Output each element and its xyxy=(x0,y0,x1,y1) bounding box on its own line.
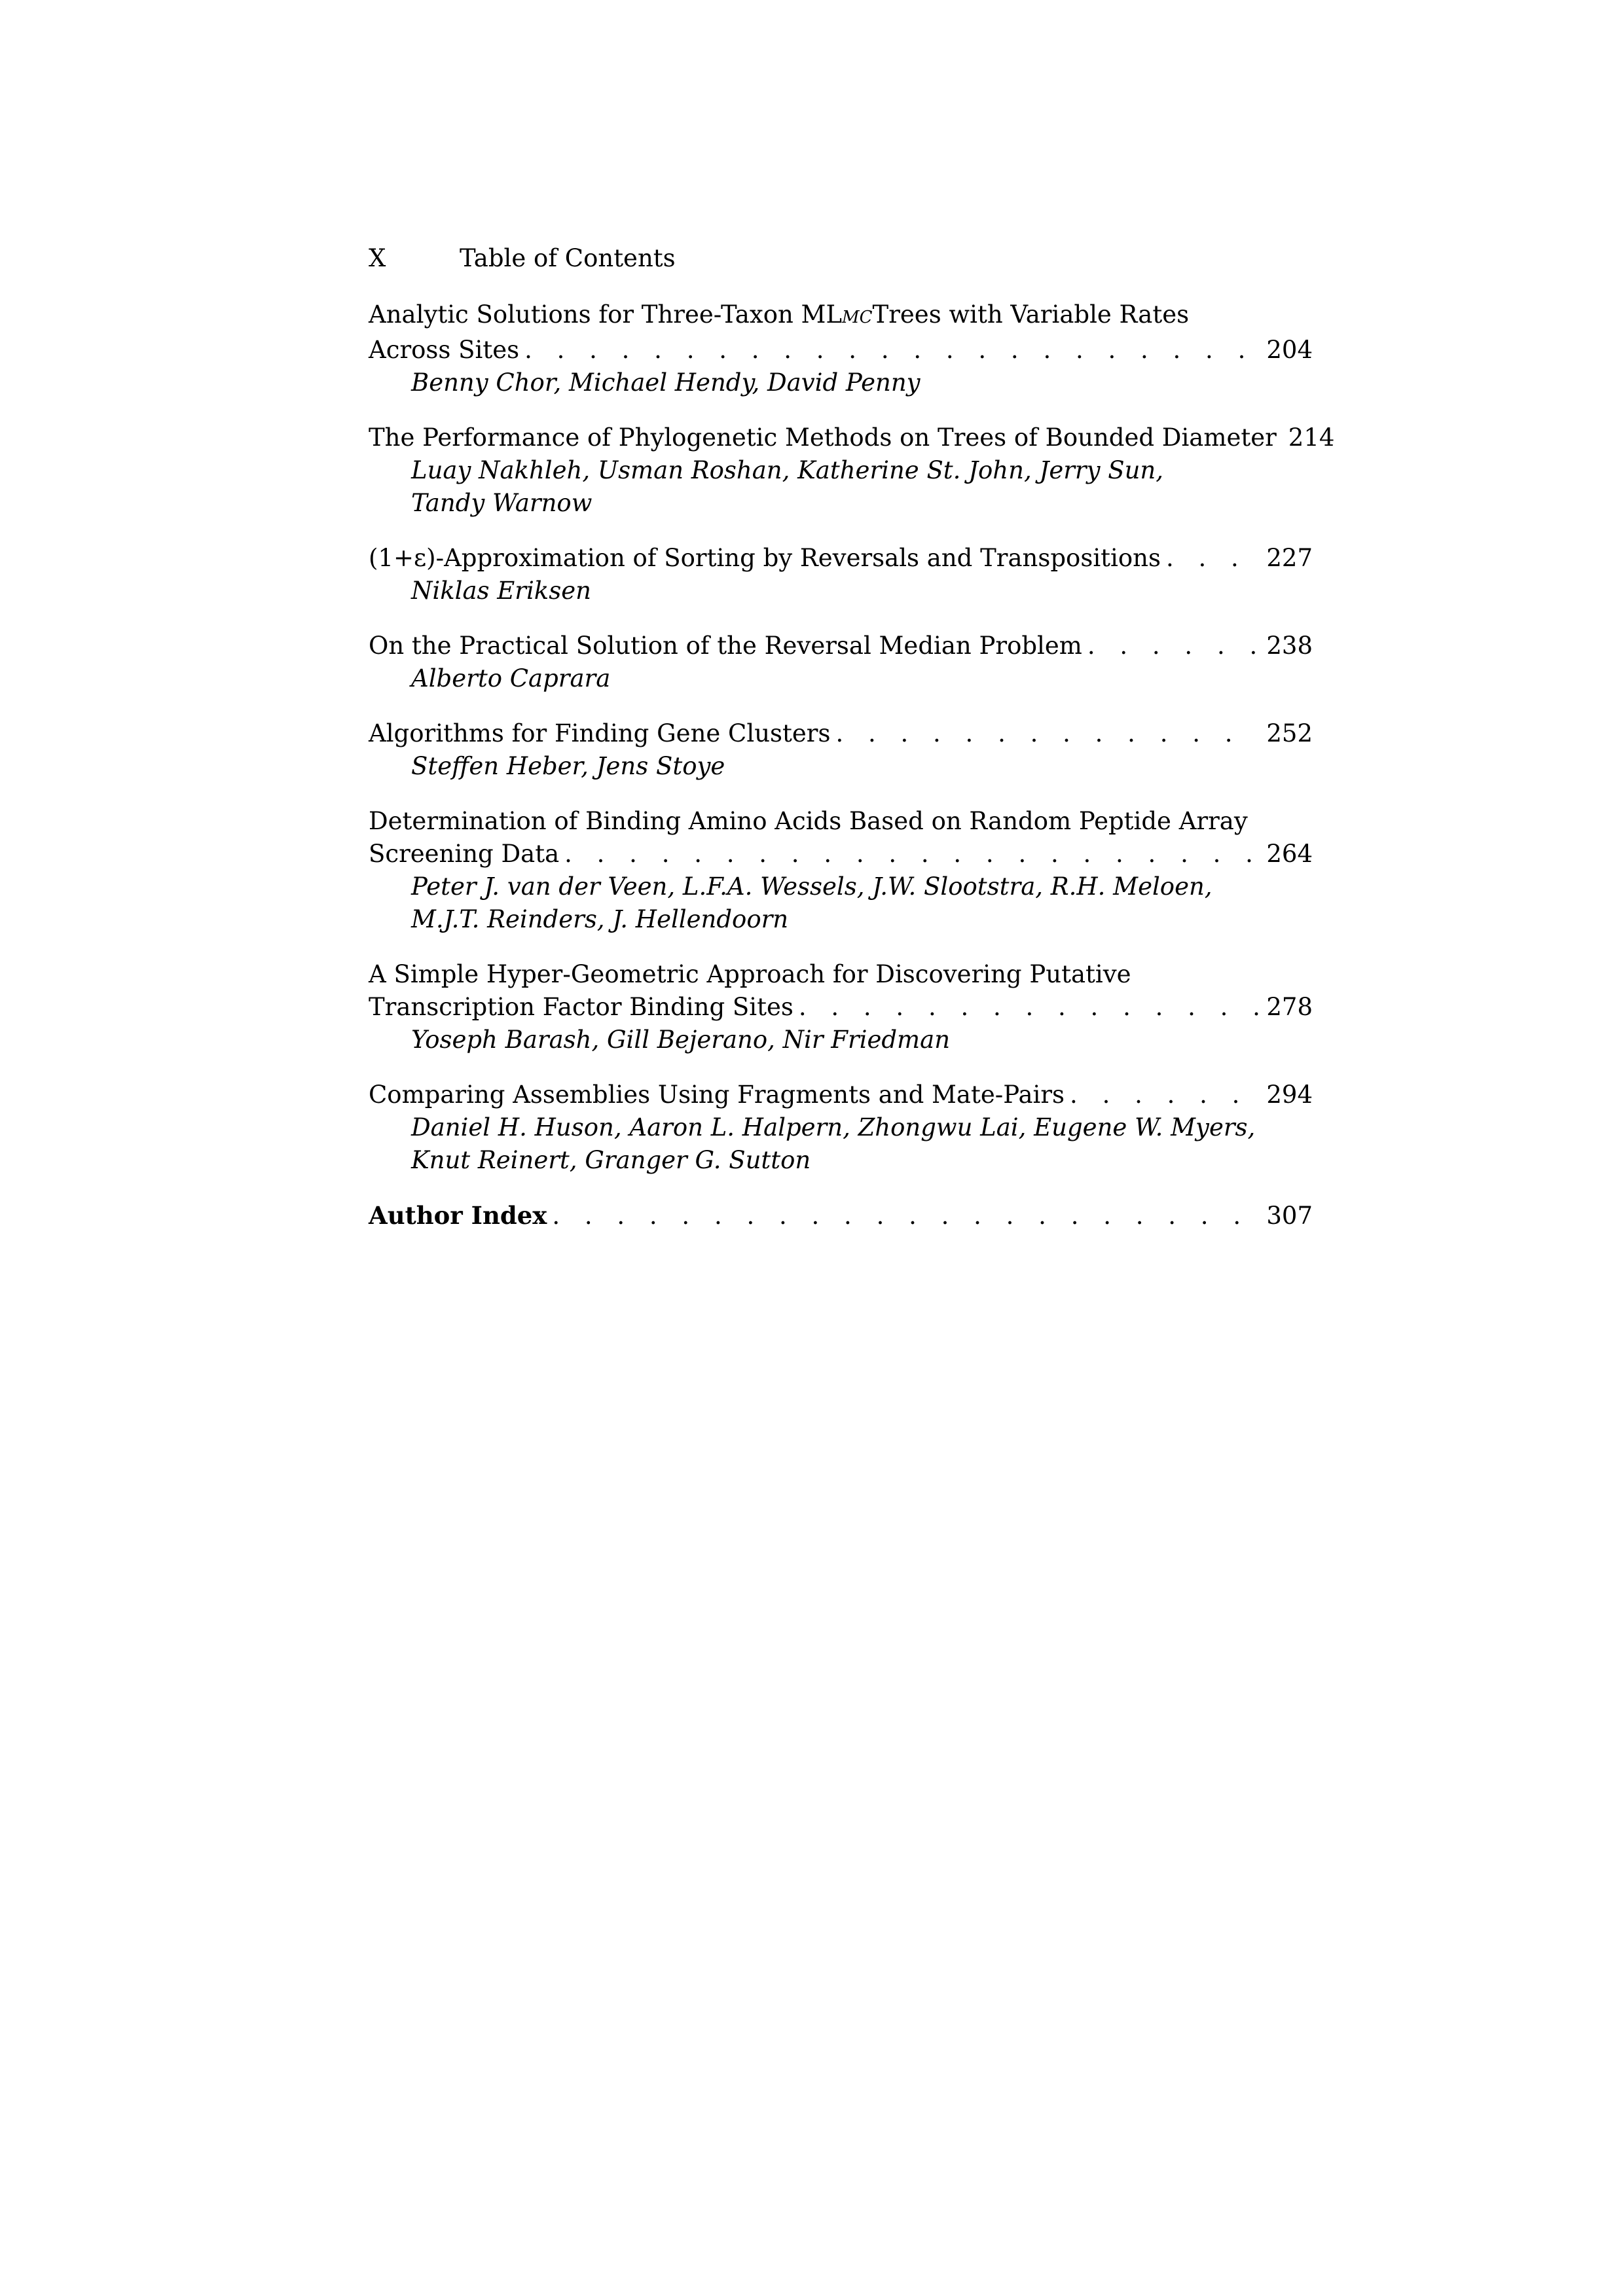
dot-leader xyxy=(1070,1079,1258,1111)
entry-page-number: 264 xyxy=(1266,840,1313,868)
dot-leader xyxy=(552,1200,1258,1232)
entry-authors: Daniel H. Huson, Aaron L. Halpern, Zhongwu Lai, Eugene W. Myers, xyxy=(411,1113,1256,1141)
entry-authors: M.J.T. Reinders, J. Hellendoorn xyxy=(411,905,789,933)
running-title: Table of Contents xyxy=(460,244,676,272)
entry-title-part: Determination of Binding Amino Acids Based on Random Peptide Array xyxy=(369,807,1248,835)
entry-title-last-line xyxy=(369,717,1313,750)
entry-title: Transcription Factor Binding Sites xyxy=(369,993,793,1021)
dot-leader xyxy=(799,991,1259,1024)
entry-title: The Performance of Phylogenetic Methods on Trees of Bounded Diameter xyxy=(369,423,1277,452)
entry-authors: Yoseph Barash, Gill Bejerano, Nir Friedman xyxy=(411,1026,951,1054)
toc-entry[interactable] xyxy=(369,805,1313,936)
entry-page-number: 238 xyxy=(1266,632,1313,660)
dot-leader xyxy=(1166,542,1258,575)
entry-title-last-line xyxy=(369,1079,1313,1111)
entry-authors: Knut Reinert, Granger G. Sutton xyxy=(411,1146,811,1174)
entry-authors: Niklas Eriksen xyxy=(411,577,591,605)
entry-title-line xyxy=(369,805,1313,838)
entry-authors: Steffen Heber, Jens Stoye xyxy=(411,752,725,780)
toc-entry[interactable] xyxy=(369,958,1313,1056)
toc-entry[interactable] xyxy=(369,298,1313,399)
entry-page-number: 294 xyxy=(1266,1081,1313,1109)
entry-title-line xyxy=(369,958,1313,991)
toc-page xyxy=(369,242,1335,1255)
author-index-entry[interactable] xyxy=(369,1199,1313,1232)
dot-leader xyxy=(564,838,1258,870)
entry-title-part: A Simple Hyper-Geometric Approach for Discovering Putative xyxy=(369,960,1131,988)
entry-title-last-line xyxy=(369,334,1313,367)
entry-title-part: Analytic Solutions for Three-Taxon ML xyxy=(369,300,843,329)
toc-entry[interactable] xyxy=(369,542,1313,607)
entry-authors: Benny Chor, Michael Hendy, David Penny xyxy=(411,368,921,397)
entry-page-number: 227 xyxy=(1266,544,1313,572)
entry-title: Comparing Assemblies Using Fragments and Mate-Pairs xyxy=(369,1081,1065,1109)
entry-authors: Alberto Caprara xyxy=(411,664,611,692)
running-head xyxy=(369,242,1313,275)
author-index-line xyxy=(369,1199,1313,1232)
entry-title-last-line xyxy=(369,542,1313,575)
entry-page-number: 204 xyxy=(1266,336,1313,364)
dot-leader xyxy=(835,717,1258,750)
entry-title-last-line xyxy=(369,422,1335,454)
dot-leader xyxy=(1087,630,1259,662)
toc-entry[interactable] xyxy=(369,717,1313,783)
entry-title-last-line xyxy=(369,838,1313,870)
entry-title-last-line xyxy=(369,630,1313,662)
toc-entry[interactable] xyxy=(369,1079,1313,1177)
entry-title: Algorithms for Finding Gene Clusters xyxy=(369,719,831,747)
entry-title-last-line xyxy=(369,991,1313,1024)
entry-page-number: 214 xyxy=(1288,423,1335,452)
entry-page-number: 252 xyxy=(1266,719,1313,747)
toc-entry[interactable] xyxy=(369,422,1335,520)
author-index-page-number: 307 xyxy=(1266,1202,1313,1230)
entry-authors: Tandy Warnow xyxy=(411,489,593,517)
entry-title-line xyxy=(369,298,1313,334)
dot-leader xyxy=(524,334,1258,367)
entry-title: Screening Data xyxy=(369,840,560,868)
entry-authors: Peter J. van der Veen, L.F.A. Wessels, J.W. Slootstra, R.H. Meloen, xyxy=(411,872,1213,901)
entry-page-number: 278 xyxy=(1266,993,1313,1021)
entry-title: On the Practical Solution of the Reversal Median Problem xyxy=(369,632,1082,660)
entry-title-part: Trees with Variable Rates xyxy=(872,300,1190,329)
author-index-label: Author Index xyxy=(369,1201,547,1230)
entry-title: Across Sites xyxy=(369,336,520,364)
entry-authors: Luay Nakhleh, Usman Roshan, Katherine St. John, Jerry Sun, xyxy=(411,456,1164,484)
entry-title-subscript: MC xyxy=(842,308,873,327)
toc-entry[interactable] xyxy=(369,630,1313,695)
page-numeral: X xyxy=(369,244,386,272)
entry-title: (1+ε)-Approximation of Sorting by Reversals and Transpositions xyxy=(369,544,1161,572)
